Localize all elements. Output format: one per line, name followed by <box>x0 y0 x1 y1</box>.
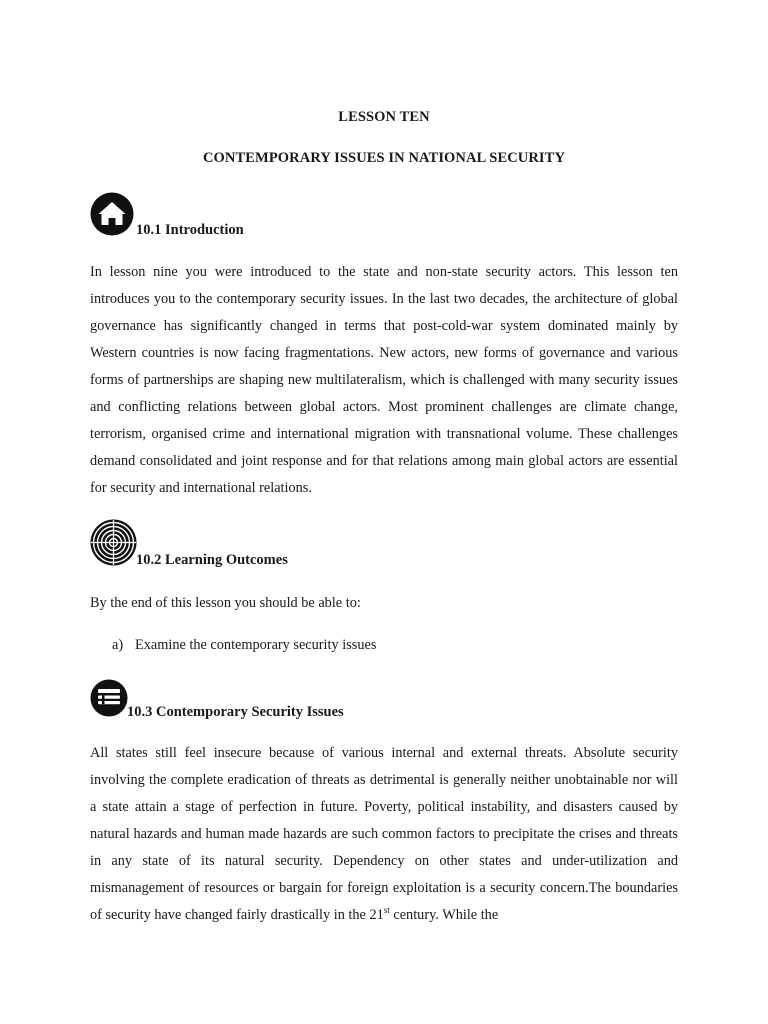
introduction-text: In lesson nine you were introduced to the state and non-state security actors. This lesson ten introduces you to the contemporary security issues. In the last two decades, the architecture of global governance has significantly changed in terms that post-cold-war system dominated mainly by Western countries is now facing fragmentations. New actors, new forms of governance and various forms of partnerships are shaping new multilateralism, which is challenged with many security issues and conflicting relations between global actors. Most prominent challenges are climate change, terrorism, organised crime and international migration with transnational volume. These challenges demand consolidated and joint response and for that relations among main global actors are essential for security and international relations. <box>90 264 678 496</box>
security-issues-paragraph <box>90 740 678 929</box>
outcome-marker: a) <box>112 637 124 653</box>
lesson-title: CONTEMPORARY ISSUES IN NATIONAL SECURITY <box>202 150 566 166</box>
superscript-st: st <box>383 905 390 916</box>
security-issues-text-main: All states still feel insecure because of various internal and external threats. Absolute security involving the complete eradication of threats as detrimental is generally neither unobtainable nor will a state attain a stage of perfection in future. Poverty, political instability, and disasters caused by natural hazards and human made hazards are such common factors to precipitate the crises and threats in any state of its natural security. Dependency on other states and under-utilization and mismanagement of resources or bargain for foreign exploitation is a security concern.The boundaries of security have changed fairly drastically in the 21 <box>90 745 678 923</box>
security-issues-text <box>90 740 678 929</box>
target-icon <box>90 519 137 566</box>
lesson-label: LESSON TEN <box>338 109 430 125</box>
introduction-paragraph <box>90 259 678 502</box>
list-icon <box>90 679 128 717</box>
section-heading-contemporary-security-issues: 10.3 Contemporary Security Issues <box>127 704 344 720</box>
home-icon <box>90 192 134 236</box>
outcome-item: Examine the contemporary security issues <box>135 637 377 653</box>
security-issues-text-tail: century. While the <box>389 907 499 923</box>
outcomes-intro: By the end of this lesson you should be able to: <box>90 595 361 611</box>
section-heading-introduction: 10.1 Introduction <box>136 222 244 238</box>
section-heading-learning-outcomes: 10.2 Learning Outcomes <box>136 552 288 568</box>
